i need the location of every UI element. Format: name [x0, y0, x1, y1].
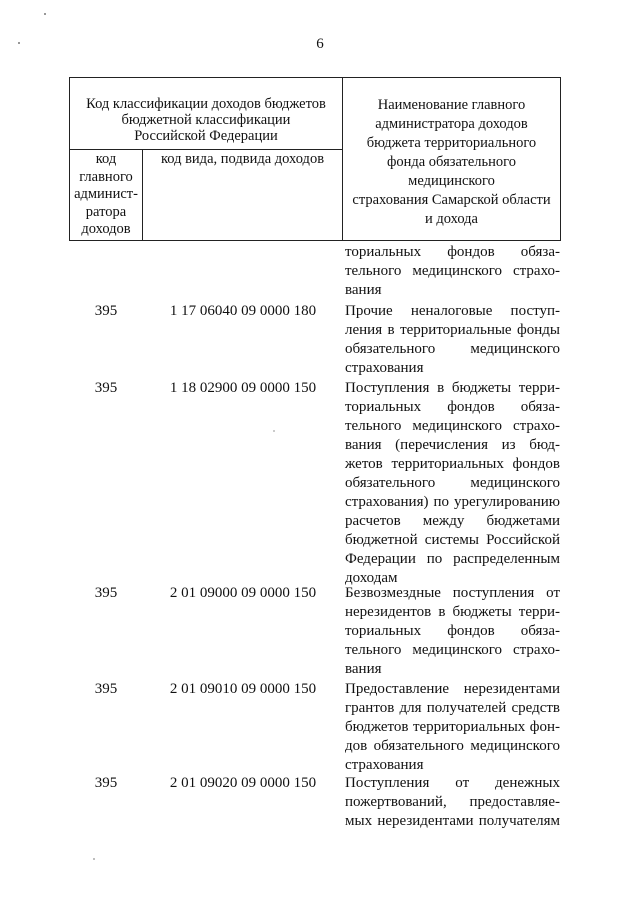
name-line: Прочие неналоговые поступ- — [345, 303, 560, 319]
name-line: страхования — [345, 757, 424, 773]
name-line: страхования — [345, 360, 424, 376]
header-income-type-code: код вида, подвида доходов — [160, 151, 325, 167]
name-line: страхования) по урегулированию — [345, 494, 560, 510]
name-line: вания — [345, 282, 382, 298]
name-line: бюджетной системы Российской — [345, 532, 560, 548]
header-name-line: и дохода — [425, 211, 478, 227]
name-line: обязательного медицинского — [345, 475, 560, 491]
header-name-line: Наименование главного — [377, 97, 526, 113]
table-row-admin-code: 395 — [94, 681, 118, 697]
table-row-name — [345, 302, 560, 378]
name-line: ления в территориальные фонды — [345, 322, 560, 338]
table-row-admin-code: 395 — [94, 775, 118, 791]
name-line: Федерации по распределенным — [345, 551, 560, 567]
table-row-income-code: 2 01 09000 09 0000 150 — [169, 585, 317, 601]
header-admin-line: главного — [79, 168, 133, 185]
name-line: тельного медицинского страхо- — [345, 263, 560, 279]
header-title-line: Российской Федерации — [134, 128, 278, 144]
name-line: расчетов между бюджетами — [345, 513, 560, 529]
header-name-line: бюджета территориального — [366, 135, 537, 151]
name-line: жетов территориальных фондов — [345, 456, 560, 472]
table-row-name — [345, 774, 560, 831]
table-row-admin-code: 395 — [94, 585, 118, 601]
name-line: Безвозмездные поступления от — [345, 585, 560, 601]
scan-speck — [18, 42, 20, 44]
header-name-line: фонда обязательного — [386, 154, 517, 170]
table-row-name — [345, 584, 560, 679]
page-number: 6 — [316, 36, 324, 52]
name-line: тельного медицинского страхо- — [345, 418, 560, 434]
header-admin-line: админист- — [74, 186, 138, 202]
table-row-name — [345, 243, 560, 300]
scan-speck — [93, 858, 95, 860]
name-line: вания (перечисления из бюд- — [345, 437, 560, 453]
name-line: ториальных фондов обяза- — [345, 399, 560, 415]
table-row-name — [345, 379, 560, 588]
name-line: доходам — [345, 570, 398, 586]
name-line: грантов для получателей средств — [345, 700, 560, 716]
name-line: нерезидентов в бюджеты терри- — [345, 604, 560, 620]
header-name-line: администратора доходов — [375, 116, 528, 132]
name-line: тельного медицинского страхо- — [345, 642, 560, 658]
name-line: ториальных фондов обяза- — [345, 244, 560, 260]
name-line: Предоставление нерезидентами — [345, 681, 560, 697]
name-line: Поступления от денежных — [345, 775, 560, 791]
table-row-name — [345, 680, 560, 775]
header-admin-line: ратора — [85, 203, 127, 220]
name-line: вания — [345, 661, 382, 677]
table-row-admin-code: 395 — [94, 380, 118, 396]
name-line: бюджетов территориальных фон- — [345, 719, 560, 735]
name-line: мых нерезидентами получателям — [345, 813, 560, 829]
table-row-income-code: 2 01 09010 09 0000 150 — [169, 681, 317, 697]
name-line: Поступления в бюджеты терри- — [345, 380, 560, 396]
header-admin-line: код — [95, 151, 117, 167]
header-title-line: Код классификации доходов бюджетов — [86, 96, 326, 112]
scan-speck — [273, 430, 275, 432]
table-row-income-code: 2 01 09020 09 0000 150 — [169, 775, 317, 791]
header-title-line: бюджетной классификации — [121, 112, 291, 128]
name-line: дов обязательного медицинского — [345, 738, 560, 754]
header-admin-line: доходов — [81, 221, 131, 237]
name-line: обязательного медицинского — [345, 341, 560, 357]
name-line: ториальных фондов обяза- — [345, 623, 560, 639]
scan-speck — [44, 13, 46, 15]
table-row-admin-code: 395 — [94, 303, 118, 319]
header-name-line: медицинского — [408, 173, 495, 189]
table-row-income-code: 1 17 06040 09 0000 180 — [169, 303, 317, 319]
name-line: пожертвований, предоставляе- — [345, 794, 560, 810]
table-row-income-code: 1 18 02900 09 0000 150 — [169, 380, 317, 396]
header-name-line: страхования Самарской области — [352, 192, 551, 208]
